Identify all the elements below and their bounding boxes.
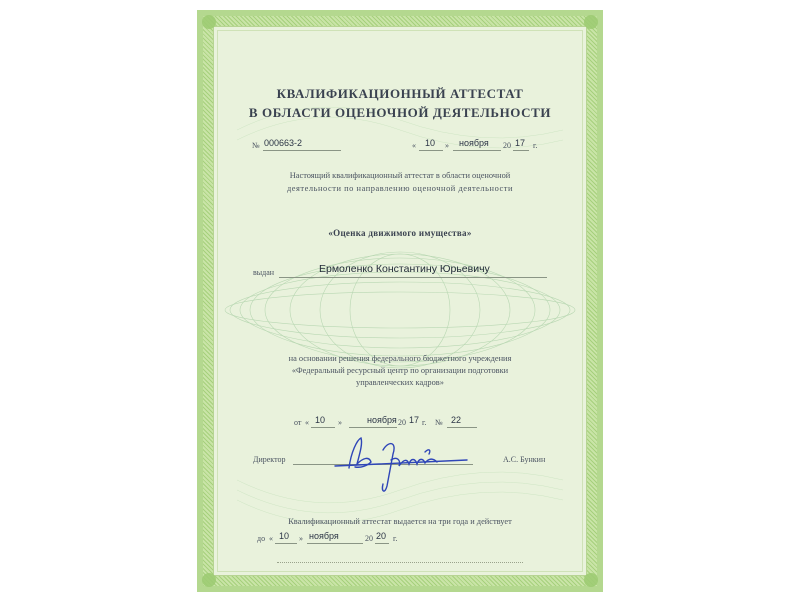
date-quote-open: « xyxy=(412,141,416,150)
certificate xyxy=(197,10,603,592)
intro-line1: Настоящий квалификационный аттестат в области оценочной xyxy=(289,171,511,180)
microprint-line xyxy=(277,562,523,566)
validity-month: ноября xyxy=(309,531,339,541)
decision-number-label: № xyxy=(435,418,443,427)
decision-year-unit: г. xyxy=(422,418,427,427)
name-underline xyxy=(279,277,547,278)
decision-day-underline xyxy=(311,427,335,428)
director-label: Директор xyxy=(253,455,286,464)
issue-day: 10 xyxy=(425,138,436,148)
director-name: А.С. Бункин xyxy=(503,455,546,464)
certificate-title-line2: В ОБЛАСТИ ОЦЕНОЧНОЙ ДЕЯТЕЛЬНОСТИ xyxy=(248,105,552,120)
validity-day: 10 xyxy=(279,531,290,541)
year-prefix: 20 xyxy=(503,141,511,150)
validity-year: 20 xyxy=(376,531,387,541)
decision-day: 10 xyxy=(315,415,326,425)
decision-year-prefix: 20 xyxy=(398,418,406,427)
year-underline xyxy=(513,150,529,151)
number-underline xyxy=(263,150,341,151)
decision-year: 17 xyxy=(409,415,420,425)
issue-month: ноября xyxy=(459,138,489,148)
director-signature xyxy=(327,430,477,500)
decision-month: ноября xyxy=(367,415,397,425)
certificate-title-line1: КВАЛИФИКАЦИОННЫЙ АТТЕСТАТ xyxy=(276,86,524,101)
decision-quote-open: « xyxy=(305,418,309,427)
basis-line1: на основании решения федерального бюджетного учреждения xyxy=(288,354,512,363)
day-underline xyxy=(419,150,443,151)
validity-year-underline xyxy=(375,543,389,544)
validity-line1: Квалификационный аттестат выдается на три года и действует xyxy=(288,517,512,526)
month-underline xyxy=(453,150,501,151)
decision-number: 22 xyxy=(451,415,462,425)
decision-number-underline xyxy=(447,427,477,428)
date-quote-close: » xyxy=(445,141,449,150)
decision-month-underline xyxy=(349,427,397,428)
validity-quote-close: » xyxy=(299,534,303,543)
basis-line2: «Федеральный ресурсный центр по организации подготовки xyxy=(291,366,509,375)
validity-day-underline xyxy=(275,543,297,544)
validity-quote-open: « xyxy=(269,534,273,543)
issue-year: 17 xyxy=(515,138,526,148)
validity-year-prefix: 20 xyxy=(365,534,373,543)
intro-line2: деятельности по направлению оценочной деятельности xyxy=(286,184,514,193)
issued-label: выдан xyxy=(253,268,275,277)
decision-from-label: от xyxy=(294,418,302,427)
holder-name: Ермоленко Константину Юрьевичу xyxy=(319,263,490,275)
number-label: № xyxy=(252,141,260,150)
validity-until-label: до xyxy=(257,534,266,543)
basis-line3: управленческих кадров» xyxy=(356,378,444,387)
validity-year-unit: г. xyxy=(393,534,398,543)
specialty-direction: «Оценка движимого имущества» xyxy=(328,228,472,238)
decision-quote-close: » xyxy=(338,418,342,427)
validity-month-underline xyxy=(307,543,363,544)
certificate-number: 000663-2 xyxy=(264,138,303,148)
year-unit: г. xyxy=(533,141,538,150)
